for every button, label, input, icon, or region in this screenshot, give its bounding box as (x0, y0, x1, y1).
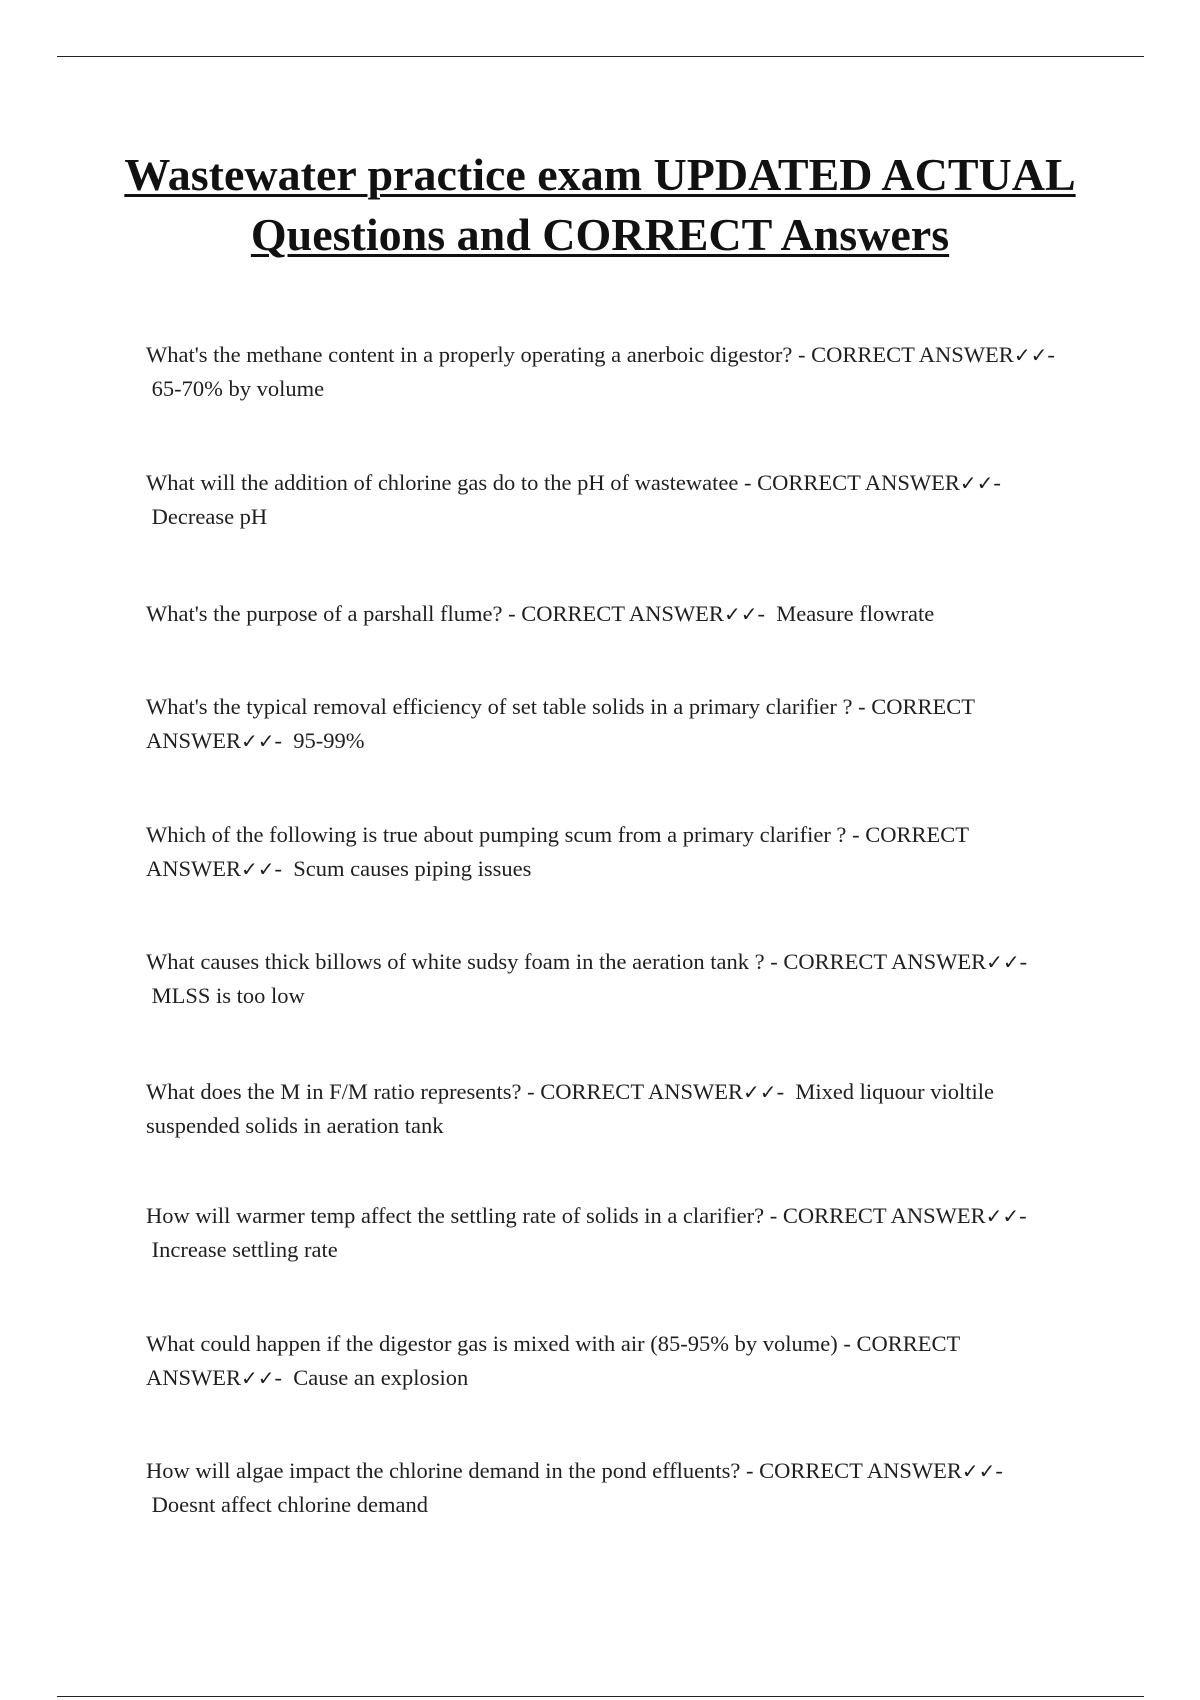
qa-item: What causes thick billows of white sudsy foam in the aeration tank ? - CORRECT ANSWER✓✓- MLSS is too low (146, 949, 1028, 1008)
answer-marker: CORRECT ANSWER (811, 342, 1014, 367)
qa-item: What's the purpose of a parshall flume? - CORRECT ANSWER✓✓- Measure flowrate (146, 601, 935, 626)
qa-item: What does the M in F/M ratio represents? - CORRECT ANSWER✓✓- Mixed liquour violtile suspended solids in aeration tank (146, 1079, 995, 1138)
qa-item: What will the addition of chlorine gas do to the pH of wastewatee - CORRECT ANSWER✓✓- Decrease pH (146, 470, 1001, 529)
checkmark-icon: ✓✓ (743, 1080, 777, 1104)
question-text: How will algae impact the chlorine demand in the pond effluents? (146, 1458, 741, 1483)
checkmark-icon: ✓✓ (985, 1204, 1020, 1228)
checkmark-icon: ✓✓ (1013, 343, 1048, 367)
answer-marker: CORRECT ANSWER (146, 822, 969, 881)
question-text: What could happen if the digestor gas is mixed with air (85-95% by volume) (146, 1331, 838, 1356)
answer-text: Doesnt affect chlorine demand (151, 1492, 428, 1517)
checkmark-icon: ✓✓ (959, 471, 994, 495)
answer-marker: CORRECT ANSWER (759, 1458, 962, 1483)
checkmark-icon: ✓✓ (986, 950, 1020, 974)
question-text: What's the purpose of a parshall flume? (146, 601, 503, 626)
answer-marker: CORRECT ANSWER (782, 1203, 986, 1228)
answer-marker: CORRECT ANSWER (146, 1331, 960, 1390)
question-text: How will warmer temp affect the settling rate of solids in a clarifier? (146, 1203, 765, 1228)
question-text: What's the methane content in a properly operating a anerboic digestor? (146, 342, 793, 367)
answer-text: Cause an explosion (293, 1365, 469, 1390)
qa-item: How will warmer temp affect the settling rate of solids in a clarifier? - CORRECT ANSWER✓✓- Increase settling rate (146, 1203, 1027, 1262)
qa-item: What could happen if the digestor gas is mixed with air (85-95% by volume) - CORRECT ANSWER✓✓- Cause an explosion (146, 1331, 960, 1390)
qa-item: What's the typical removal efficiency of set table solids in a primary clarifier ? - CORRECT ANSWER✓✓- 95-99% (146, 694, 975, 753)
question-text: Which of the following is true about pumping scum from a primary clarifier ? (146, 822, 847, 847)
checkmark-icon: ✓✓ (723, 602, 758, 626)
question-text: What's the typical removal efficiency of set table solids in a primary clarifier ? (146, 694, 853, 719)
footer-rule (57, 1696, 1144, 1697)
qa-item: Which of the following is true about pumping scum from a primary clarifier ? - CORRECT ANSWER✓✓- Scum causes piping issues (146, 822, 969, 881)
answer-text: Decrease pH (151, 504, 268, 529)
page-title (100, 145, 1100, 265)
answer-text: 95-99% (293, 728, 365, 753)
answer-text: Measure flowrate (776, 601, 935, 626)
checkmark-icon: ✓✓ (961, 1459, 996, 1483)
checkmark-icon: ✓✓ (241, 729, 275, 753)
question-text: What does the M in F/M ratio represents? (146, 1079, 522, 1104)
checkmark-icon: ✓✓ (241, 1366, 275, 1390)
question-text: What causes thick billows of white sudsy foam in the aeration tank ? (146, 949, 765, 974)
answer-text: 65-70% by volume (151, 376, 325, 401)
question-text: What will the addition of chlorine gas do to the pH of wastewatee (146, 470, 739, 495)
answer-marker: CORRECT ANSWER (146, 694, 975, 753)
answer-marker: CORRECT ANSWER (757, 470, 960, 495)
answer-text: MLSS is too low (151, 983, 305, 1008)
page-title-text: Wastewater practice exam UPDATED ACTUAL Questions and CORRECT Answers (124, 149, 1076, 260)
qa-item: How will algae impact the chlorine demand in the pond effluents? - CORRECT ANSWER✓✓- Doesnt affect chlorine demand (146, 1458, 1003, 1517)
header-rule (57, 56, 1144, 57)
answer-marker: CORRECT ANSWER (540, 1079, 744, 1104)
qa-item: What's the methane content in a properly operating a anerboic digestor? - CORRECT ANSWER✓✓- 65-70% by volume (146, 342, 1055, 401)
checkmark-icon: ✓✓ (241, 857, 275, 881)
answer-text: Mixed liquour violtile suspended solids in aeration tank (146, 1079, 995, 1138)
answer-marker: CORRECT ANSWER (783, 949, 987, 974)
answer-text: Increase settling rate (151, 1237, 338, 1262)
answer-text: Scum causes piping issues (293, 856, 532, 881)
answer-marker: CORRECT ANSWER (521, 601, 724, 626)
